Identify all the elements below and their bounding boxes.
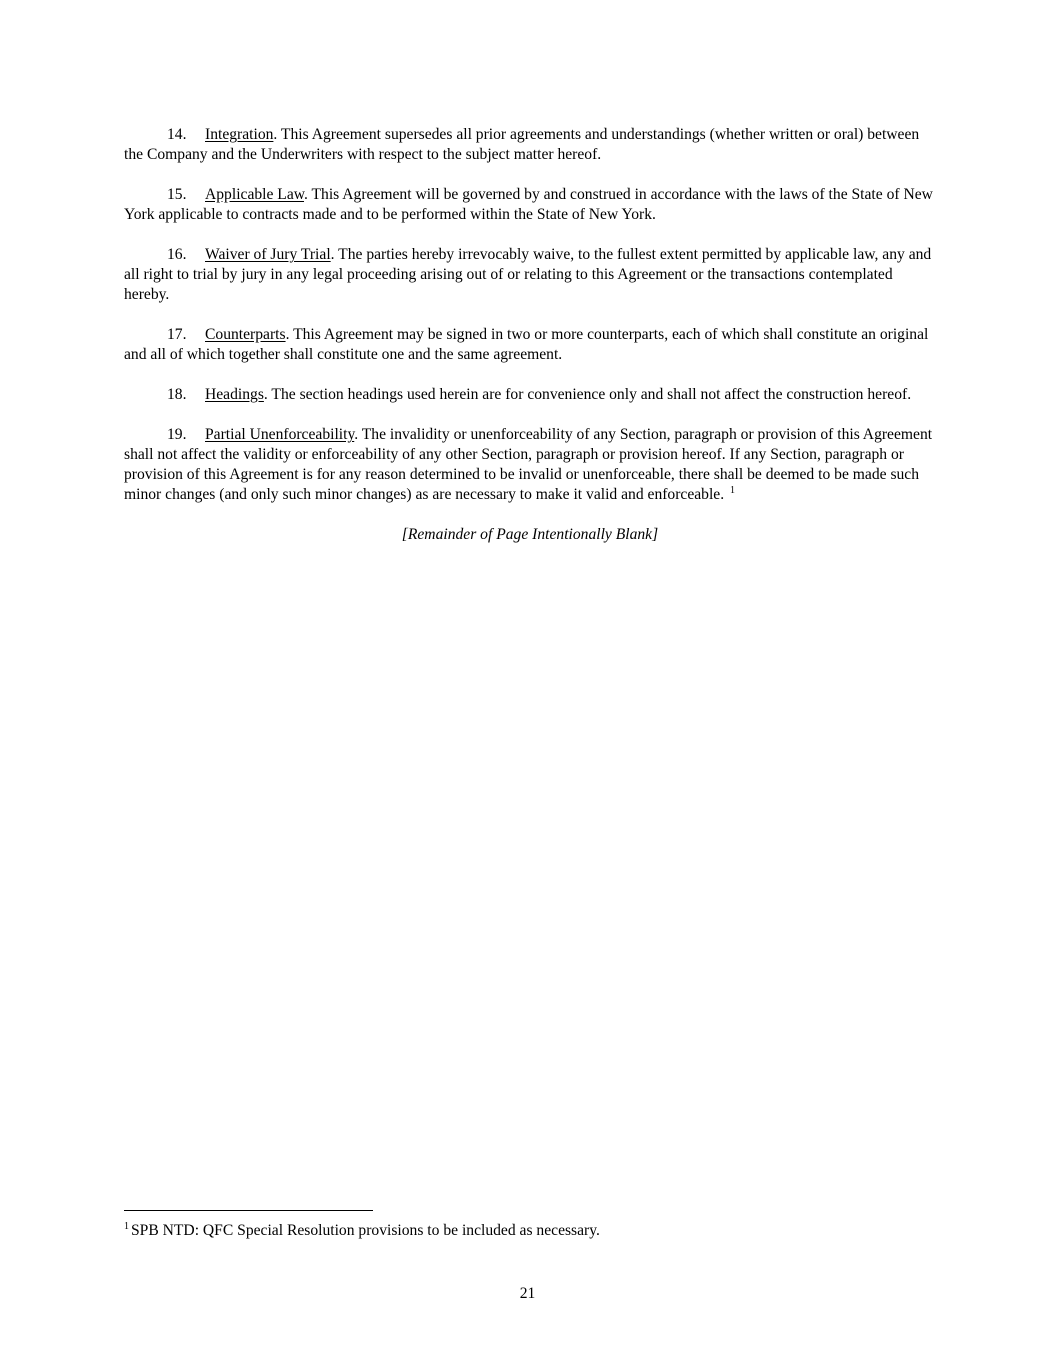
section-19-partial-unenforceability [124,425,936,505]
section-17-counterparts [124,325,936,365]
footnote-text: SPB NTD: QFC Special Resolution provisions to be included as necessary. [131,1222,600,1239]
remainder-blank-note: [Remainder of Page Intentionally Blank] [401,526,659,543]
section-18-headings [124,385,936,405]
section-number: 17. [167,326,187,343]
section-heading: Waiver of Jury Trial [205,246,331,263]
footnote-divider [124,1210,373,1211]
document-body [124,125,936,545]
section-text: . The section headings used herein are for convenience only and shall not affect the construction hereof. [263,386,912,403]
section-heading: Applicable Law [205,186,305,203]
section-15-applicable-law [124,185,936,225]
footnote [124,1221,936,1241]
section-number: 19. [167,426,187,443]
section-text: . This Agreement supersedes all prior agreements and understandings (whether written or oral) between the Company and the Underwriters with respect to the subject matter hereof. [124,126,920,163]
section-number: 16. [167,246,187,263]
section-text: . This Agreement may be signed in two or more counterparts, each of which shall constitute an original and all of which together shall constitute one and the same agreement. [124,326,929,363]
section-number: 18. [167,386,187,403]
section-text: . The invalidity or unenforceability of any Section, paragraph or provision of this Agreement shall not affect the validity or enforceability of any other Section, paragraph or provision hereof. If any Section, paragraph or provision of this Agreement is for any reason determined to be invalid or unenforceable, there shall be deemed to be made such minor changes (and only such minor changes) as are necessary to make it valid and enforceable. [124,426,933,503]
section-number: 14. [167,126,187,143]
section-heading: Counterparts [205,326,286,343]
section-text: . The parties hereby irrevocably waive, to the fullest extent permitted by applicable law, any and all right to trial by jury in any legal proceeding arising out of or relating to this Agreement or the transactions contemplated hereby. [124,246,932,303]
section-heading: Partial Unenforceability [205,426,355,443]
page-number: 21 [519,1285,536,1302]
footnote-reference[interactable]: 1 [730,484,736,496]
footnote-mark: 1 [124,1220,129,1232]
section-text: . This Agreement will be governed by and construed in accordance with the laws of the State of New York applicable to contracts made and to be performed within the State of New York. [124,186,933,223]
section-16-waiver-of-jury-trial [124,245,936,305]
section-number: 15. [167,186,187,203]
section-heading: Integration [205,126,274,143]
section-14-integration [124,125,936,165]
section-heading: Headings [205,386,264,403]
